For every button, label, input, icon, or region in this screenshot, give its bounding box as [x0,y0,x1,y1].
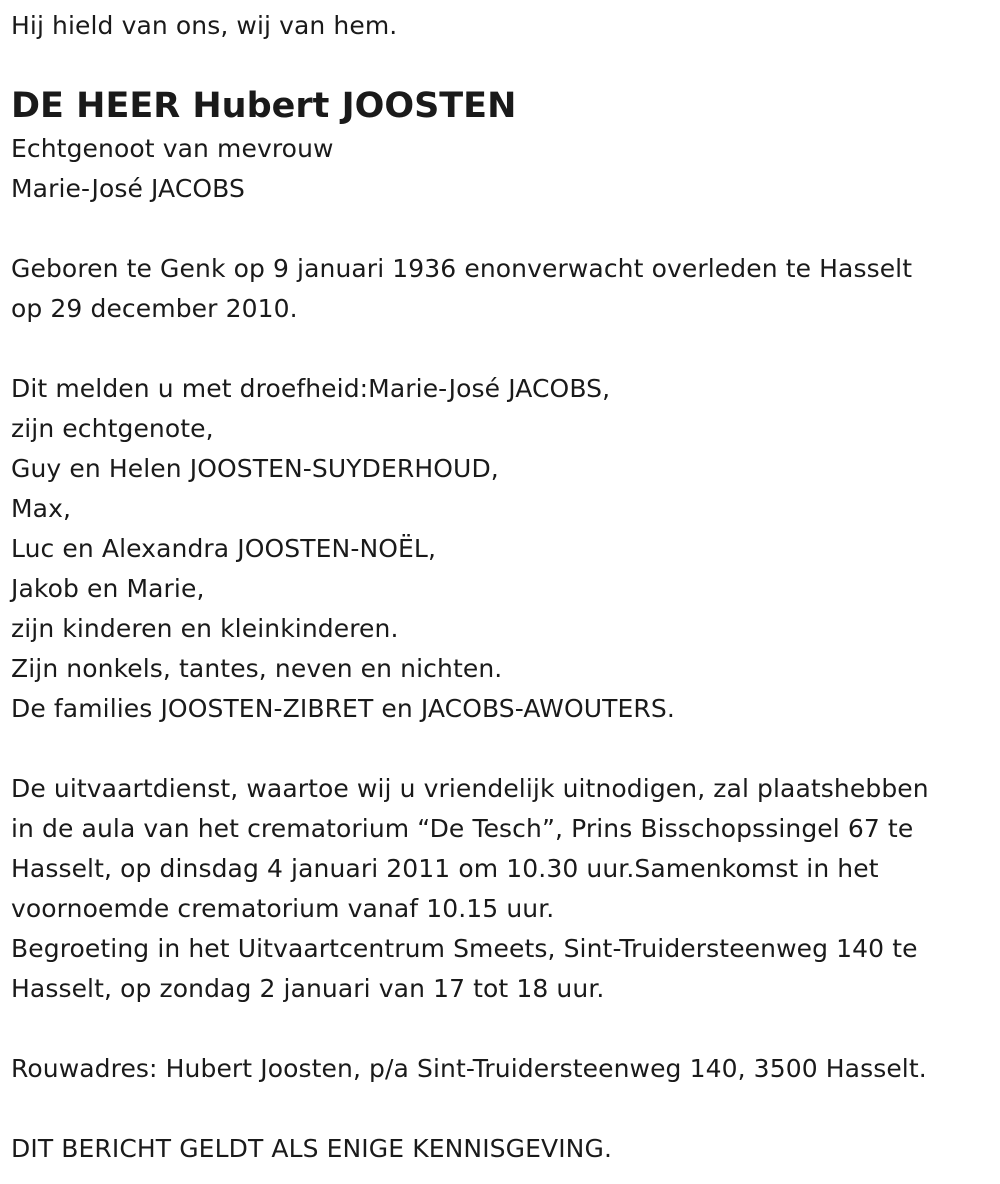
spacer [11,209,991,249]
mourner-line: zijn kinderen en kleinkinderen. [11,614,399,643]
paragraph-line: De uitvaartdienst, waartoe wij u vriendelijk uitnodigen, zal plaatshebben [11,774,929,803]
mourning-address: Rouwadres: Hubert Joosten, p/a Sint-Truidersteenweg 140, 3500 Hasselt. [11,1054,927,1083]
mourner-line: Max, [11,494,72,523]
mourner-line: De families JOOSTEN-ZIBRET en JACOBS-AWOUTERS. [11,694,675,723]
spacer [11,329,991,369]
motto: Hij hield van ons, wij van hem. [11,11,398,40]
mourner-line: Luc en Alexandra JOOSTEN-NOËL, [11,534,436,563]
paragraph-line: Begroeting in het Uitvaartcentrum Smeets, Sint-Truidersteenweg 140 te [11,934,918,963]
death-notice [11,0,991,1169]
birth-death-paragraph [11,249,991,329]
spouse-line: Echtgenoot van mevrouw [11,134,334,163]
mourner-line: Dit melden u met droefheid:Marie-José JACOBS, [11,374,611,403]
mourner-line: zijn echtgenote, [11,414,214,443]
paragraph-line: Geboren te Genk op 9 januari 1936 enonverwacht overleden te Hasselt [11,254,913,283]
mourners-list [11,369,991,729]
paragraph-line: op 29 december 2010. [11,294,298,323]
deceased-name: DE HEER Hubert JOOSTEN [11,86,517,126]
paragraph-line: Hasselt, op zondag 2 januari van 17 tot 18 uur. [11,974,605,1003]
spacer [11,729,991,769]
mourner-line: Guy en Helen JOOSTEN-SUYDERHOUD, [11,454,499,483]
ceremony-paragraph [11,769,991,1009]
spacer [11,1009,991,1049]
paragraph-line: Hasselt, op dinsdag 4 januari 2011 om 10.30 uur.Samenkomst in het [11,854,879,883]
mourner-line: Zijn nonkels, tantes, neven en nichten. [11,654,503,683]
mourner-line: Jakob en Marie, [11,574,205,603]
closing-statement: DIT BERICHT GELDT ALS ENIGE KENNISGEVING. [11,1134,612,1163]
spouse-name: Marie-José JACOBS [11,174,245,203]
paragraph-line: in de aula van het crematorium “De Tesch”, Prins Bisschopssingel 67 te [11,814,914,843]
paragraph-line: voornoemde crematorium vanaf 10.15 uur. [11,894,555,923]
spacer [11,1089,991,1129]
